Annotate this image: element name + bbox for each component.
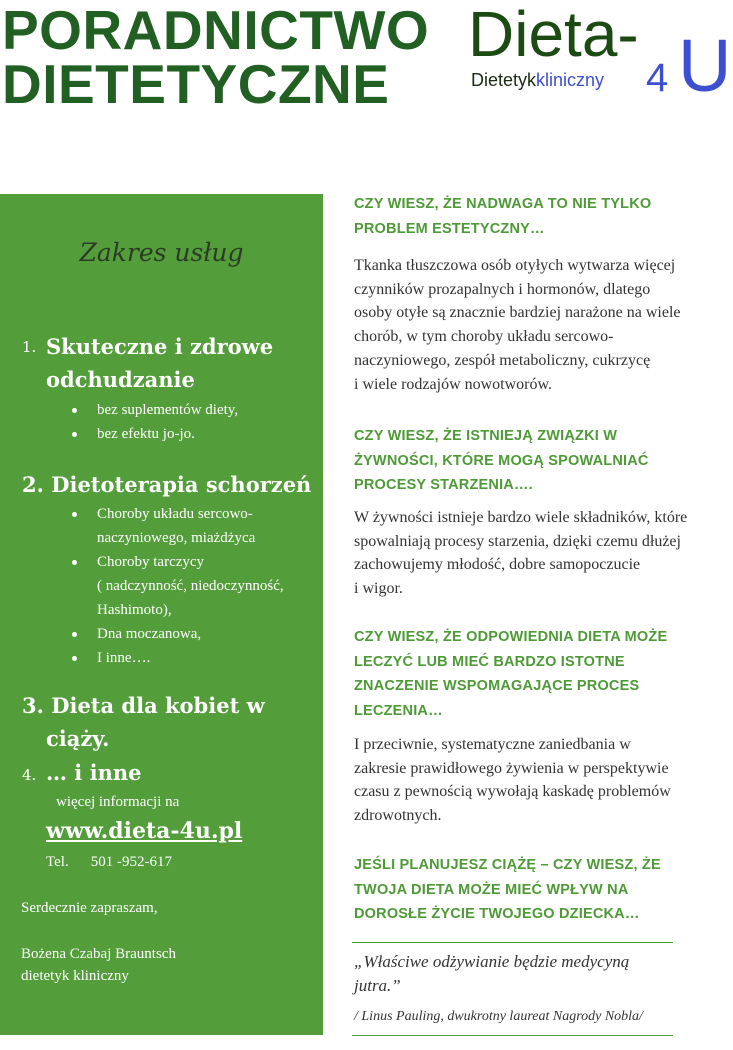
heading-line: Skuteczne i zdrowe — [46, 334, 274, 359]
bullet-icon — [72, 512, 77, 517]
body-line: i wigor. — [354, 580, 403, 598]
body-line: i wiele rodzajów nowotworów. — [354, 375, 553, 393]
quote-attribution: / Linus Pauling, dwukrotny laureat Nagrody Nobla/ — [354, 1009, 643, 1024]
website-link[interactable]: www.dieta-4u.pl — [46, 818, 243, 844]
section-body — [354, 506, 687, 601]
heading-line: Dietoterapia schorzeń — [51, 472, 312, 497]
body-line: naczyniowego, zespół metaboliczny, cukrzycę — [354, 351, 651, 369]
body-line: chorób, w tym choroby układu sercowo- — [354, 328, 614, 346]
body-line: czasu z pewnością wywołają kaskadę problemów — [354, 783, 671, 801]
page-title-line-1: PORADNICTWO — [2, 0, 430, 61]
heading-line: CZY WIESZ, ŻE ISTNIEJĄ ZWIĄZKI W — [354, 428, 618, 444]
list-item — [97, 646, 284, 670]
phone — [46, 851, 172, 874]
heading-line: TWOJA DIETA MOŻE MIEĆ WPŁYW NA — [354, 881, 629, 898]
logo-main-text: Dieta- — [468, 0, 639, 70]
service-heading — [22, 468, 311, 501]
bullet-text: bez efektu jo-jo. — [97, 426, 195, 442]
heading-line: ciąży. — [46, 726, 110, 751]
service-heading — [22, 689, 265, 722]
divider — [352, 942, 673, 943]
heading-line: ŻYWNOŚCI, KTÓRE MOGĄ SPOWALNIAĆ — [354, 452, 649, 469]
quote-line: „Właściwe odżywianie będzie medycyną — [354, 952, 630, 971]
page-title-line-2: DIETETYCZNE — [2, 53, 390, 115]
logo-sub-blue: kliniczny — [536, 70, 605, 90]
heading-line: LECZYĆ LUB MIEĆ BARDZO ISTOTNE — [354, 653, 625, 670]
heading-line: LECZENIA… — [354, 702, 443, 719]
body-line: I przeciwnie, systematyczne zaniedbania w — [354, 736, 631, 753]
bullet-icon — [72, 432, 77, 437]
section-body — [354, 254, 681, 396]
body-line: zdrowotnych. — [354, 807, 442, 825]
phone-label: Tel. — [46, 854, 69, 870]
heading-line: CZY WIESZ, ŻE NADWAGA TO NIE TYLKO — [354, 196, 652, 212]
list-item — [97, 502, 284, 550]
heading-line: PROBLEM ESTETYCZNY… — [354, 220, 545, 237]
section-body — [354, 733, 671, 828]
item-number: 4. — [22, 766, 37, 784]
heading-line: ZNACZENIE WSPOMAGAJĄCE PROCES — [354, 678, 640, 694]
quote — [354, 950, 629, 998]
logo-subtitle — [471, 70, 604, 90]
signature-title: dietetyk kliniczny — [21, 968, 129, 984]
heading-line: DOROSŁE ŻYCIE TWOJEGO DZIECKA… — [354, 906, 640, 922]
heading-line: JEŚLI PLANUJESZ CIĄŻĘ – CZY WIESZ, ŻE — [354, 857, 661, 873]
body-line: zachowujemy młodość, dobre samopoczucie — [354, 556, 641, 574]
body-line: spowalniają procesy starzenia, dzięki czemu dłużej — [354, 532, 681, 550]
greeting: Serdecznie zapraszam, — [21, 900, 158, 916]
item-number: 1. — [22, 338, 37, 356]
bullet-text: Dna moczanowa, — [97, 626, 202, 642]
heading-line: odchudzanie — [46, 367, 195, 392]
bullet-text: Hashimoto), — [97, 602, 172, 618]
phone-number: 501 -952-617 — [90, 854, 172, 870]
logo-four: 4 — [646, 56, 669, 100]
list-item — [97, 550, 284, 622]
bullet-icon — [72, 560, 77, 565]
logo-u: U — [678, 24, 732, 107]
bullet-text: ( nadczynność, niedoczynność, — [97, 578, 284, 594]
section-heading — [354, 192, 651, 241]
bullet-list — [97, 502, 284, 670]
item-number: 3. — [22, 693, 44, 718]
bullet-text: naczyniowego, miażdżyca — [97, 530, 256, 546]
signature-name: Bożena Czabaj Brauntsch — [21, 946, 176, 962]
bullet-icon — [72, 632, 77, 637]
divider — [352, 1035, 673, 1036]
body-line: zakresie prawidłowego żywienia w perspektywie — [354, 759, 669, 777]
service-heading — [46, 330, 273, 396]
more-info-text: więcej informacji na — [56, 794, 180, 810]
body-line: Tkanka tłuszczowa osób otyłych wytwarza więcej — [354, 257, 676, 274]
list-item — [97, 422, 238, 446]
body-line: W żywności istnieje bardzo wiele składników, które — [354, 509, 688, 526]
quote-line: jutra.” — [354, 976, 401, 995]
body-line: osoby otyłe są znacznie bardziej narażone na wiele — [354, 304, 681, 322]
section-heading — [354, 424, 649, 498]
section-heading — [354, 853, 661, 927]
logo-sub-dark: Dietetyk — [471, 70, 537, 90]
bullet-list — [97, 398, 238, 446]
bullet-text: Choroby układu sercowo- — [97, 506, 253, 522]
heading-line: PROCESY STARZENIA…. — [354, 477, 533, 493]
bullet-text: bez suplementów diety, — [97, 402, 239, 418]
list-item — [97, 622, 284, 646]
bullet-text: I inne…. — [97, 650, 151, 666]
services-title: Zakres usług — [79, 238, 244, 267]
heading-line: Dieta dla kobiet w — [51, 693, 265, 718]
bullet-text: Choroby tarczycy — [97, 554, 205, 570]
list-item — [97, 398, 238, 422]
service-heading: … i inne — [46, 760, 142, 785]
section-heading — [354, 625, 667, 723]
heading-line: CZY WIESZ, ŻE ODPOWIEDNIA DIETA MOŻE — [354, 629, 668, 645]
bullet-icon — [72, 656, 77, 661]
item-number: 2. — [22, 472, 44, 497]
bullet-icon — [72, 408, 77, 413]
body-line: czynników prozapalnych i hormonów, dlatego — [354, 280, 651, 298]
